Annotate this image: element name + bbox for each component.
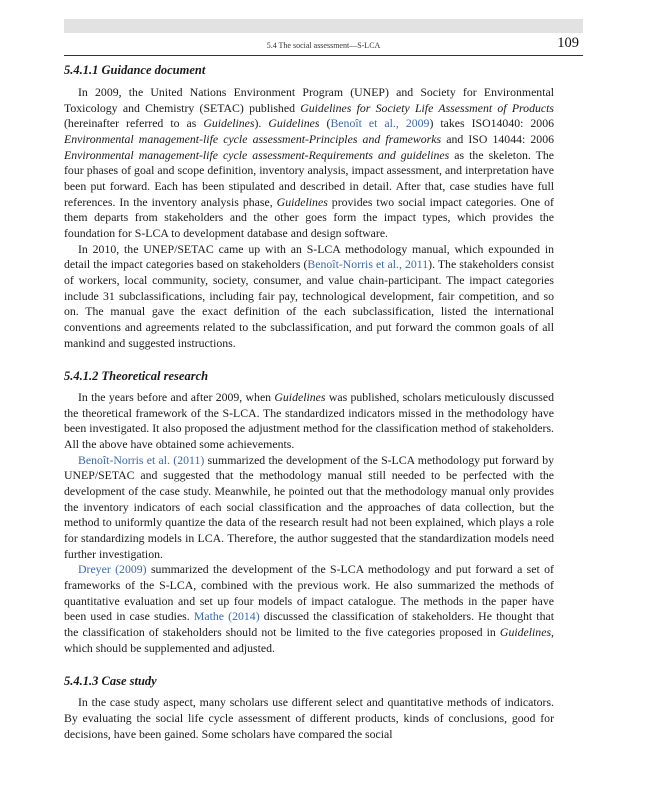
page-number: 109 — [557, 35, 579, 51]
section-title: Case study — [101, 674, 157, 689]
section-number: 5.4.1.3 — [64, 674, 99, 689]
citation-link[interactable]: Benoît-Norris et al. (2011) — [78, 452, 205, 467]
header-shade-bar — [64, 19, 583, 33]
section-number: 5.4.1.1 — [64, 63, 99, 77]
citation-link[interactable]: Benoît-Norris et al., 2011 — [307, 257, 429, 272]
section-heading-theoretical-research — [64, 368, 554, 384]
citation-link[interactable]: Dreyer (2009) — [78, 562, 147, 577]
section-title: Guidance document — [101, 63, 206, 77]
paragraph: Benoît-Norris et al. (2011) summarized the development of the S-LCA methodology put forward by UNEP/SETAC and suggested that the methodology manual still needed to be perfected with the development of the case study. Meanwhile, he pointed out that the methodology manual only provides the inventory indicators of each social classification and the approaches of data collection, but the method to uniformly quantize the data of the research result had not been explained, which plays a role for standardizing models in LCA. Therefore, the author suggested that the standardization models need further investigation. — [64, 452, 554, 561]
paragraph: In 2009, the United Nations Environment Program (UNEP) and Society for Environmental Toxicology and Chemistry (SETAC) published Guidelines for Society Life Assessment of Products (hereinafter referred to as Guidelines). Guidelines (Benoît et al., 2009) takes ISO14040: 2006 Environmental management-life cycle assessment-Principles and frameworks and ISO 14044: 2006 Environmental management-life cycle assessment-Requirements and guidelines as the skeleton. The four phases of goal and scope definition, inventory analysis, impact assessment, and interpretation have been put forward. Each has been stipulated and described in detail. After that, case studies have full references. In the inventory analysis phase, Guidelines provides two social impact categories. One of them departs from stakeholders and the other goes form the impact types, which provides the foundation for S-LCA to development database and design software. — [64, 85, 555, 240]
section-number: 5.4.1.2 — [64, 369, 99, 384]
running-head: 5.4 The social assessment—S-LCA — [266, 41, 381, 50]
paragraph: Dreyer (2009) summarized the development of the S-LCA methodology and put forward a set of frameworks of the S-LCA, combined with the previous work. He also summarized the methods of quantitative evaluation and set up four models of impact catalogue. The methods in the paper have been used in case studies. Mathe (2014) discussed the classification of stakeholders. He thought that the classification of stakeholders should not be limited to the five categories proposed in Guidelines, which should be supplemented and adjusted. — [64, 562, 554, 655]
page-body — [64, 62, 554, 742]
paragraph: In the case study aspect, many scholars use different select and quantitative methods of indicators. By evaluating the social life cycle assessment of different products, kinds of conclusions, good for decisions, have been gained. Some scholars have compared the social — [64, 695, 554, 741]
paragraph: In 2010, the UNEP/SETAC came up with an S-LCA methodology manual, which expounded in detail the impact categories based on stakeholders (Benoît-Norris et al., 2011). The stakeholders consist of workers, local community, society, consumer, and value chain-participant. The impact categories include 31 subclassifications, including fair pay, technological development, fair competition, and so on. The manual gave the exact definition of the each subclassification, listed the international conventions and agreements related to the subclassification, and put forward the common goals of all mankind and suggested instructions. — [64, 241, 555, 350]
page-header — [64, 33, 583, 56]
citation-link[interactable]: Benoît et al., 2009 — [330, 116, 430, 131]
section-title: Theoretical research — [101, 369, 209, 384]
section-heading-case-study — [64, 673, 554, 689]
paragraph: In the years before and after 2009, when Guidelines was published, scholars meticulously discussed the theoretical framework of the S-LCA. The standardized indicators missed in the methodology have been investigated. It also proposed the adjustment method for the classification method of stakeholders. All the above have obtained some achievements. — [64, 390, 554, 452]
citation-link[interactable]: Mathe (2014) — [193, 609, 260, 624]
section-heading-guidance-document — [64, 62, 554, 78]
